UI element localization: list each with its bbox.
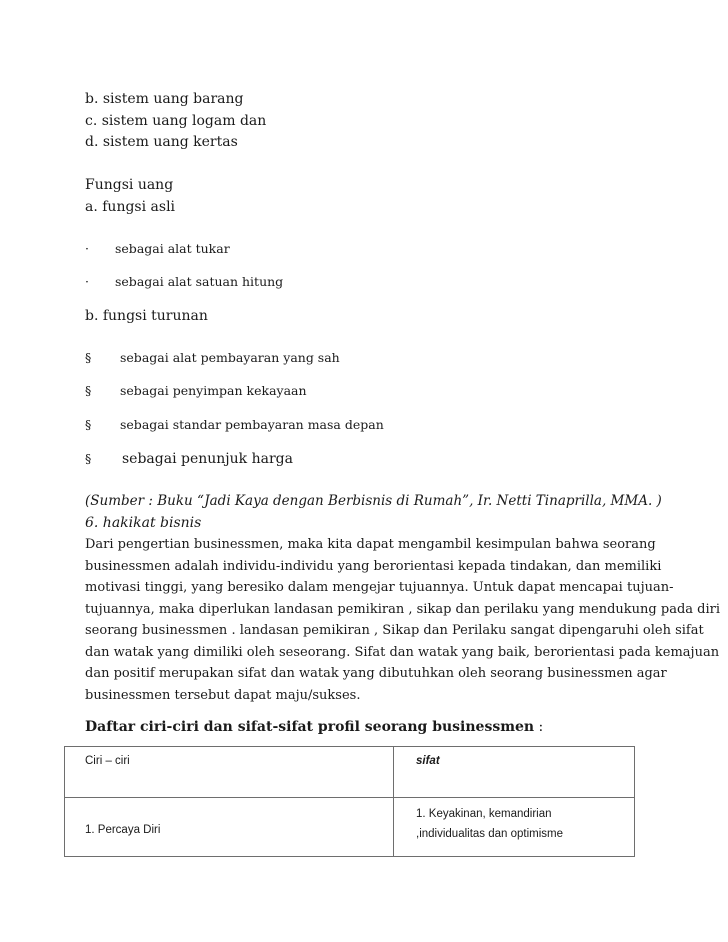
- derived-function-item: sebagai standar pembayaran masa depan: [120, 417, 384, 432]
- paragraph-line: businessmen tersebut dapat maju/sukses.: [85, 687, 361, 703]
- original-function-item: sebagai alat tukar: [115, 241, 230, 256]
- cell-ciri-text: 1. Percaya Diri: [85, 824, 161, 836]
- paragraph-line: Dari pengertian businessmen, maka kita dapat mengambil kesimpulan bahwa seorang: [85, 537, 656, 552]
- paragraph-line: motivasi tinggi, yang beresiko dalam mengejar tujuannya. Untuk dapat mencapai tujuan-: [85, 580, 674, 595]
- derived-function-item: sebagai penyimpan kekayaan: [120, 383, 307, 398]
- paragraph-line: dan positif merupakan sifat dan watak yang dibutuhkan oleh seorang businessmen agar: [85, 666, 667, 681]
- paragraph-line: businessmen adalah individu-individu yang berorientasi kepada tindakan, dan memiliki: [85, 558, 662, 574]
- header-sifat: sifat: [394, 747, 635, 798]
- table-title-text: Daftar ciri-ciri dan sifat-sifat profil seorang businessmen: [85, 719, 535, 735]
- source-citation: (Sumber : Buku “Jadi Kaya dengan Berbisnis di Rumah”, Ir. Netti Tinaprilla, MMA. ): [85, 493, 662, 509]
- profile-table: [64, 746, 635, 857]
- section-sign-bullet-icon: §: [85, 383, 92, 398]
- table-title-suffix: :: [534, 719, 544, 735]
- table-row: [65, 798, 635, 857]
- table-header-row: [65, 747, 635, 798]
- paragraph-line: tujuannya, maka diperlukan landasan pemikiran , sikap dan perilaku yang mendukung pada diri: [85, 601, 720, 617]
- money-system-c: c. sistem uang logam dan: [85, 113, 267, 129]
- table-title: [85, 718, 543, 736]
- derived-function-item: sebagai penunjuk harga: [122, 451, 293, 467]
- functions-heading: Fungsi uang: [85, 177, 174, 193]
- cell-sifat-line2: ,individualitas dan optimisme: [416, 828, 564, 840]
- cell-sifat-line1: 1. Keyakinan, kemandirian: [416, 808, 552, 820]
- cell-ciri: [65, 798, 394, 857]
- paragraph-line: dan watak yang dimiliki oleh seseorang. Sifat dan watak yang baik, berorientasi pada kemajuan: [85, 644, 720, 660]
- section-sign-bullet-icon: §: [85, 417, 92, 432]
- original-function-item: sebagai alat satuan hitung: [115, 274, 284, 289]
- section-sign-bullet-icon: §: [85, 350, 92, 365]
- paragraph-line: seorang businessmen . landasan pemikiran , Sikap dan Perilaku sangat dipengaruhi oleh sifat: [85, 623, 704, 638]
- original-function-label: a. fungsi asli: [85, 199, 176, 215]
- header-ciri: Ciri – ciri: [65, 747, 394, 798]
- section-heading: 6. hakikat bisnis: [85, 515, 202, 531]
- money-system-b: b. sistem uang barang: [85, 91, 244, 107]
- derived-function-item: sebagai alat pembayaran yang sah: [120, 350, 340, 365]
- cell-sifat: [394, 798, 635, 857]
- money-system-d: d. sistem uang kertas: [85, 134, 238, 150]
- dot-bullet-icon: ·: [85, 241, 89, 256]
- body-paragraph: [85, 534, 720, 706]
- derived-function-label: b. fungsi turunan: [85, 308, 208, 324]
- section-sign-bullet-icon: §: [85, 451, 92, 466]
- dot-bullet-icon: ·: [85, 274, 89, 289]
